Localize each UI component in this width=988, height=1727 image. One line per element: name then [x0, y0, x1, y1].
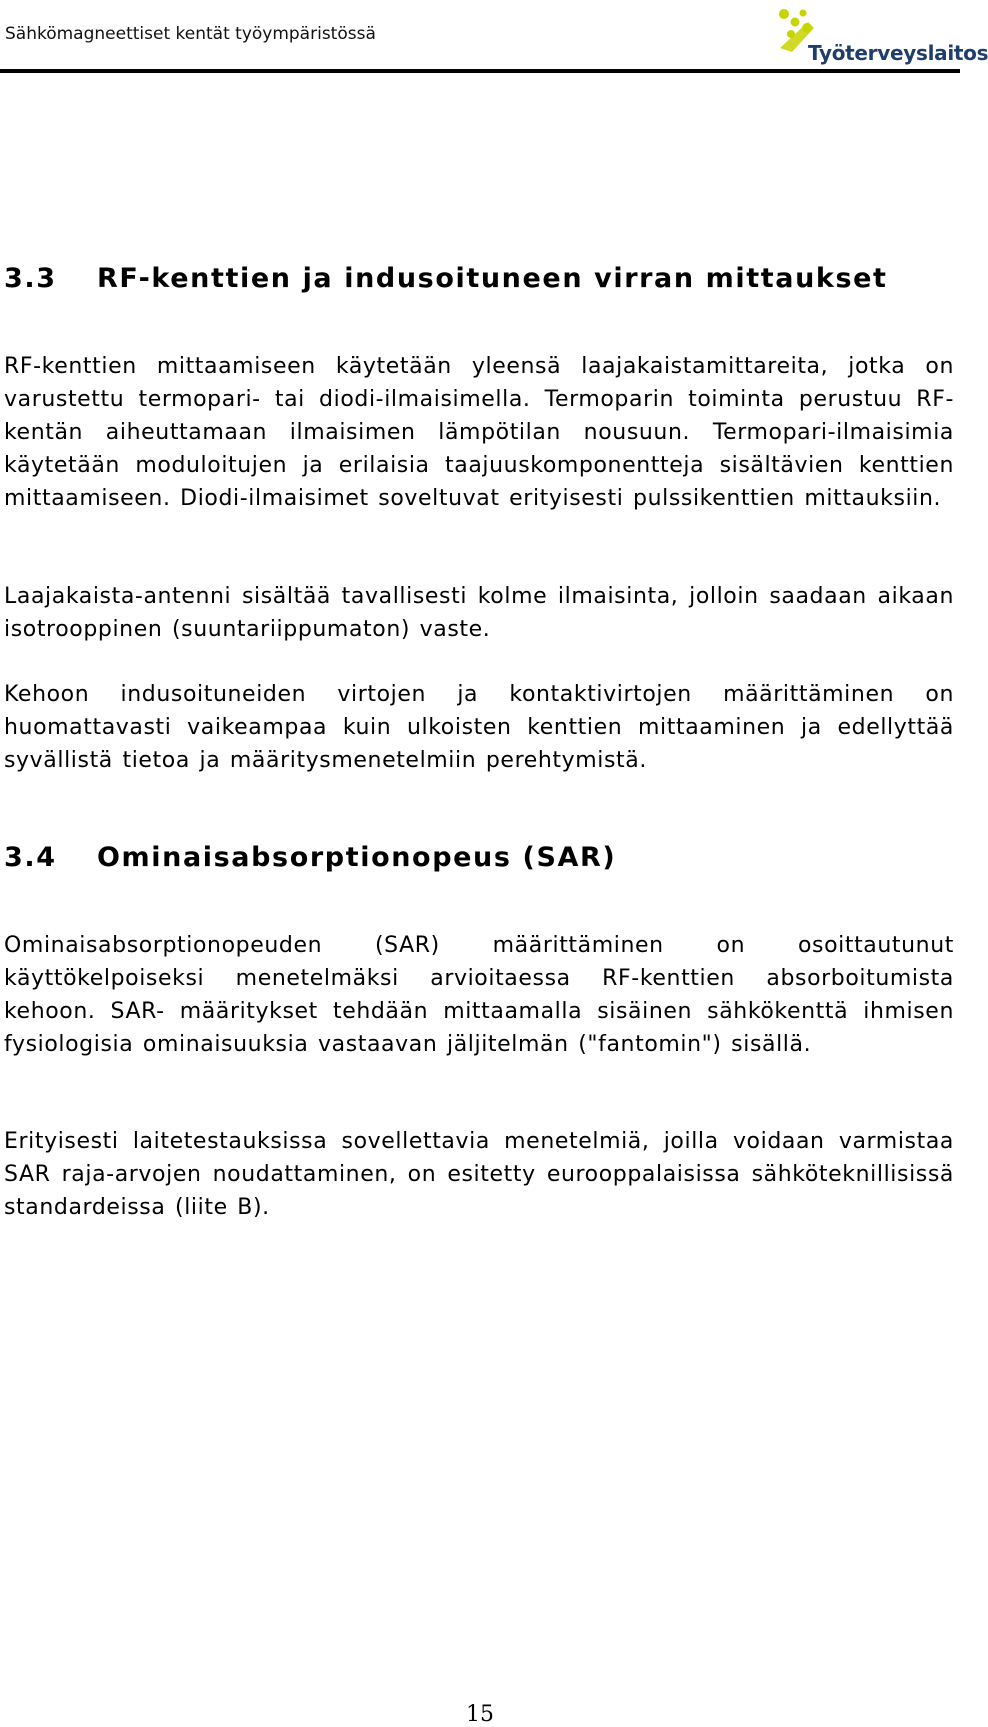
header-divider — [0, 69, 960, 73]
section-number: 3.4 — [4, 842, 57, 873]
section-title: RF-kenttien ja indusoituneen virran mittaukset — [97, 263, 888, 294]
page-header — [0, 0, 988, 74]
logo-text: Työterveyslaitos — [808, 41, 988, 65]
organization-logo — [774, 4, 988, 66]
paragraph: Ominaisabsorptionopeuden (SAR) määrittäminen on osoittautunut käyttökelpoiseksi menetelmäksi arvioitaessa RF-kenttien absorboitumista kehoon. SAR- määritykset tehdään mittaamalla sisäinen sähkökenttä ihmisen fysiologisia ominaisuuksia vastaavan jäljitelmän ("fantomin") sisällä. — [4, 933, 954, 1057]
paragraph: Laajakaista-antenni sisältää tavallisesti kolme ilmaisinta, jolloin saadaan aikaan isotrooppinen (suuntariippumaton) vaste. — [4, 584, 954, 642]
paragraph: RF-kenttien mittaamiseen käytetään yleensä laajakaistamittareita, jotka on varustettu termopari- tai diodi-ilmaisimella. Termoparin toiminta perustuu RF-kentän aiheuttamaan ilmaisimen lämpötilan nousuun. Termopari-ilmaisimia käytetään moduloitujen ja erilaisia taajuuskomponentteja sisältävien kenttien mittaamiseen. Diodi-ilmaisimet soveltuvat erityisesti pulssikenttien mittauksiin. — [4, 354, 954, 511]
section-title: Ominaisabsorptionopeus (SAR) — [97, 842, 617, 873]
page-number: 15 — [466, 1702, 494, 1727]
paragraph: Kehoon indusoituneiden virtojen ja kontaktivirtojen määrittäminen on huomattavasti vaikeampaa kuin ulkoisten kenttien mittaaminen ja edellyttää syvällistä tietoa ja määritysmenetelmiin perehtymistä. — [4, 682, 954, 773]
paragraph: Erityisesti laitetestauksissa sovellettavia menetelmiä, joilla voidaan varmistaa SAR raja-arvojen noudattaminen, on esitetty eurooppalaisissa sähköteknillisissä standardeissa (liite B). — [4, 1129, 954, 1220]
header-title: Sähkömagneettiset kentät työympäristössä — [5, 24, 376, 44]
section-number: 3.3 — [4, 263, 57, 294]
section-heading — [4, 842, 616, 873]
section-heading — [4, 263, 888, 294]
